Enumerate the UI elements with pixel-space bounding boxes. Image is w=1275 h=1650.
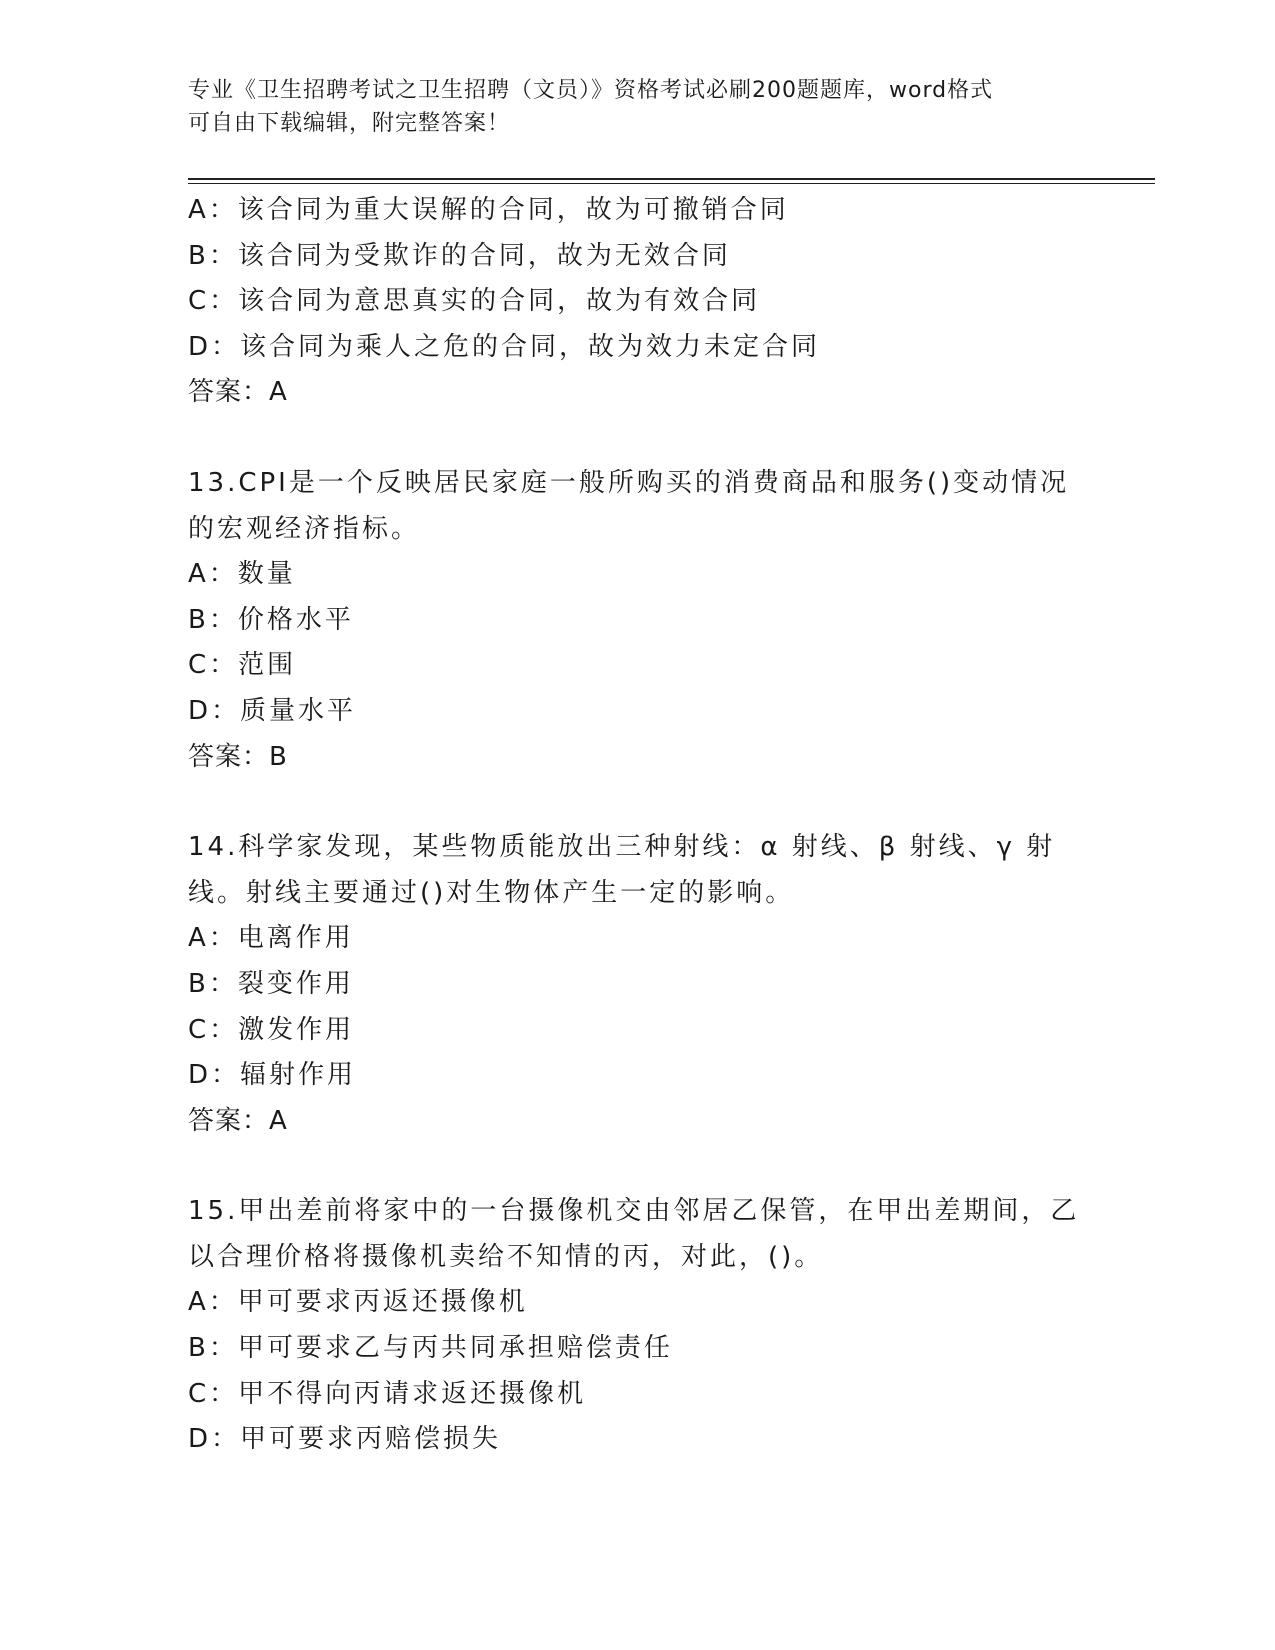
question-stem-line1: 15.甲出差前将家中的一台摄像机交由邻居乙保管，在甲出差期间，乙 xyxy=(188,1196,1080,1227)
spacer xyxy=(188,416,1088,461)
option-a: A：电离作用 xyxy=(188,923,354,954)
question-13 xyxy=(188,461,1088,780)
question-stem-line2: 以合理价格将摄像机卖给不知情的丙，对此，()。 xyxy=(188,1241,824,1272)
header-title-line2: 可自由下载编辑，附完整答案！ xyxy=(188,111,511,136)
document-header xyxy=(188,74,1068,140)
option-b: B：价格水平 xyxy=(188,604,354,635)
header-divider-thick xyxy=(188,178,1155,180)
option-b: B：该合同为受欺诈的合同，故为无效合同 xyxy=(188,240,731,271)
question-stem-line2: 的宏观经济指标。 xyxy=(188,513,421,544)
header-title-line1: 专业《卫生招聘考试之卫生招聘（文员）》资格考试必刷200题题库，word格式 xyxy=(188,78,994,103)
spacer xyxy=(188,780,1088,825)
option-a: A：甲可要求丙返还摄像机 xyxy=(188,1287,528,1318)
option-d: D：质量水平 xyxy=(188,695,357,726)
option-b: B：甲可要求乙与丙共同承担赔偿责任 xyxy=(188,1333,673,1364)
question-14 xyxy=(188,825,1088,1144)
option-c: C：激发作用 xyxy=(188,1014,355,1045)
option-a: A：该合同为重大误解的合同，故为可撤销合同 xyxy=(188,195,789,225)
question-stem-line1: 14.科学家发现，某些物质能放出三种射线：α 射线、β 射线、γ 射 xyxy=(188,832,1056,863)
option-d: D：甲可要求丙赔偿损失 xyxy=(188,1424,502,1455)
answer: 答案：B xyxy=(188,741,288,772)
question-15 xyxy=(188,1189,1088,1463)
option-d: D：辐射作用 xyxy=(188,1060,357,1091)
question-stem-line1: 13.CPI是一个反映居民家庭一般所购买的消费商品和服务()变动情况 xyxy=(188,467,1070,498)
answer: 答案：A xyxy=(188,377,288,408)
answer: 答案：A xyxy=(188,1105,288,1136)
header-divider-thin xyxy=(188,183,1155,184)
question-list xyxy=(188,188,1088,1463)
option-b: B：裂变作用 xyxy=(188,968,354,999)
option-a: A：数量 xyxy=(188,559,296,590)
option-d: D：该合同为乘人之危的合同，故为效力未定合同 xyxy=(188,331,821,362)
option-c: C：甲不得向丙请求返还摄像机 xyxy=(188,1378,587,1409)
question-stem-line2: 线。射线主要通过()对生物体产生一定的影响。 xyxy=(188,877,795,908)
option-c: C：该合同为意思真实的合同，故为有效合同 xyxy=(188,286,761,317)
option-c: C：范围 xyxy=(188,650,297,681)
spacer xyxy=(188,1144,1088,1189)
question-12 xyxy=(188,188,1088,416)
